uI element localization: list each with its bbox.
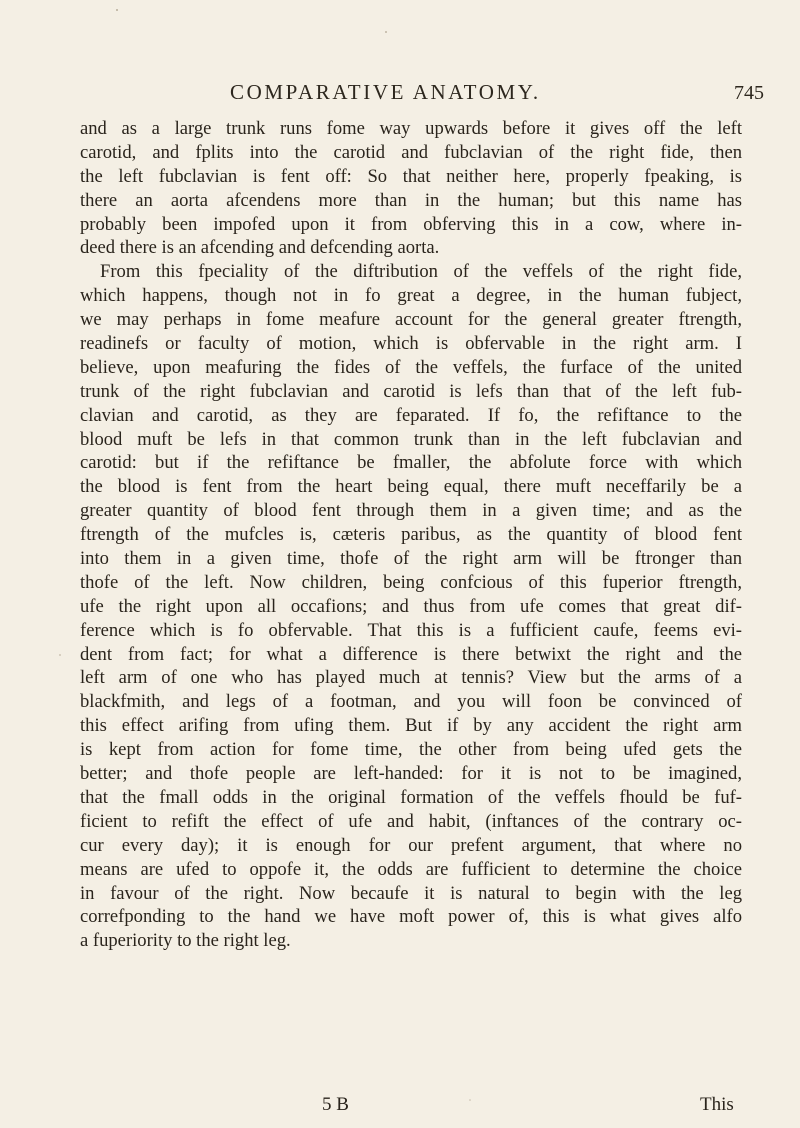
- text-line: dent from fact; for what a difference is there betwixt the right and the: [80, 643, 742, 665]
- text-line: better; and thofe people are left-handed: for it is not to be imagined,: [80, 763, 742, 785]
- text-line: correfponding to the hand we have moft power of, this is what gives alfo: [80, 906, 742, 928]
- paragraph-1: [80, 117, 742, 260]
- text-line: clavian and carotid, as they are feparated. If fo, the refiftance to the: [80, 404, 742, 426]
- page-number: 745: [734, 82, 764, 104]
- text-line: the left fubclavian is fent off: So that neither here, properly fpeaking, is: [80, 165, 742, 187]
- running-title: COMPARATIVE ANATOMY.: [230, 80, 541, 104]
- text-line: blackfmith, and legs of a footman, and you will foon be convinced of: [80, 691, 742, 713]
- text-line: left arm of one who has played much at tennis? View but the arms of a: [80, 667, 742, 689]
- text-line: ufe the right upon all occafions; and thus from ufe comes that great dif-: [80, 595, 742, 617]
- text-line: is kept from action for fome time, the other from being ufed gets the: [80, 739, 742, 761]
- text-line: cur every day); it is enough for our prefent argument, that where no: [80, 834, 742, 856]
- body-text: [80, 117, 742, 953]
- text-line: carotid, and fplits into the carotid and fubclavian of the right fide, then: [80, 141, 742, 163]
- text-line: we may perhaps in fome meafure account for the general greater ftrength,: [80, 309, 742, 331]
- text-line: greater quantity of blood fent through them in a given time; and as the: [80, 500, 742, 522]
- text-line: carotid: but if the refiftance be fmaller, the abfolute force with which: [80, 452, 742, 474]
- text-line: the blood is fent from the heart being equal, there muft neceffarily be a: [80, 476, 742, 498]
- text-line: into them in a given time, thofe of the right arm will be ftronger than: [80, 548, 742, 570]
- catchword: This: [700, 1094, 734, 1115]
- text-line: thofe of the left. Now children, being confcious of this fuperior ftrength,: [80, 571, 742, 593]
- text-line: deed there is an afcending and defcending aorta.: [80, 237, 440, 259]
- text-line: there an aorta afcendens more than in the human; but this name has: [80, 189, 742, 211]
- text-line: ficient to refift the effect of ufe and habit, (inftances of the contrary oc-: [80, 810, 742, 832]
- text-line: probably been impofed upon it from obferving this in a cow, where in-: [80, 213, 742, 235]
- signature-mark: 5 B: [322, 1094, 349, 1115]
- text-line: ference which is fo obfervable. That this is a fufficient caufe, feems evi-: [80, 619, 742, 641]
- text-line: readinefs or faculty of motion, which is obfervable in the right arm. I: [80, 333, 742, 355]
- text-line: this effect arifing from ufing them. But if by any accident the right arm: [80, 715, 742, 737]
- text-line: blood muft be lefs in that common trunk than in the left fubclavian and: [80, 428, 742, 450]
- running-head: [0, 80, 800, 104]
- text-line: which happens, though not in fo great a degree, in the human fubject,: [80, 285, 742, 307]
- text-line: that the fmall odds in the original formation of the veffels fhould be fuf-: [80, 786, 742, 808]
- text-line: and as a large trunk runs fome way upwards before it gives off the left: [80, 118, 742, 139]
- text-line: a fuperiority to the right leg.: [80, 930, 291, 952]
- text-line: From this fpeciality of the diftribution of the veffels of the right fide,: [100, 261, 742, 283]
- paragraph-2: [80, 260, 742, 953]
- text-line: ftrength of the mufcles is, cæteris paribus, as the quantity of blood fent: [80, 524, 742, 546]
- text-line: in favour of the right. Now becaufe it is natural to begin with the leg: [80, 882, 742, 904]
- page-footer: [0, 1094, 800, 1118]
- text-line: trunk of the right fubclavian and carotid is lefs than that of the left fub-: [80, 380, 742, 402]
- text-line: means are ufed to oppofe it, the odds are fufficient to determine the choice: [80, 858, 742, 880]
- text-line: believe, upon meafuring the fides of the veffels, the furface of the united: [80, 356, 742, 378]
